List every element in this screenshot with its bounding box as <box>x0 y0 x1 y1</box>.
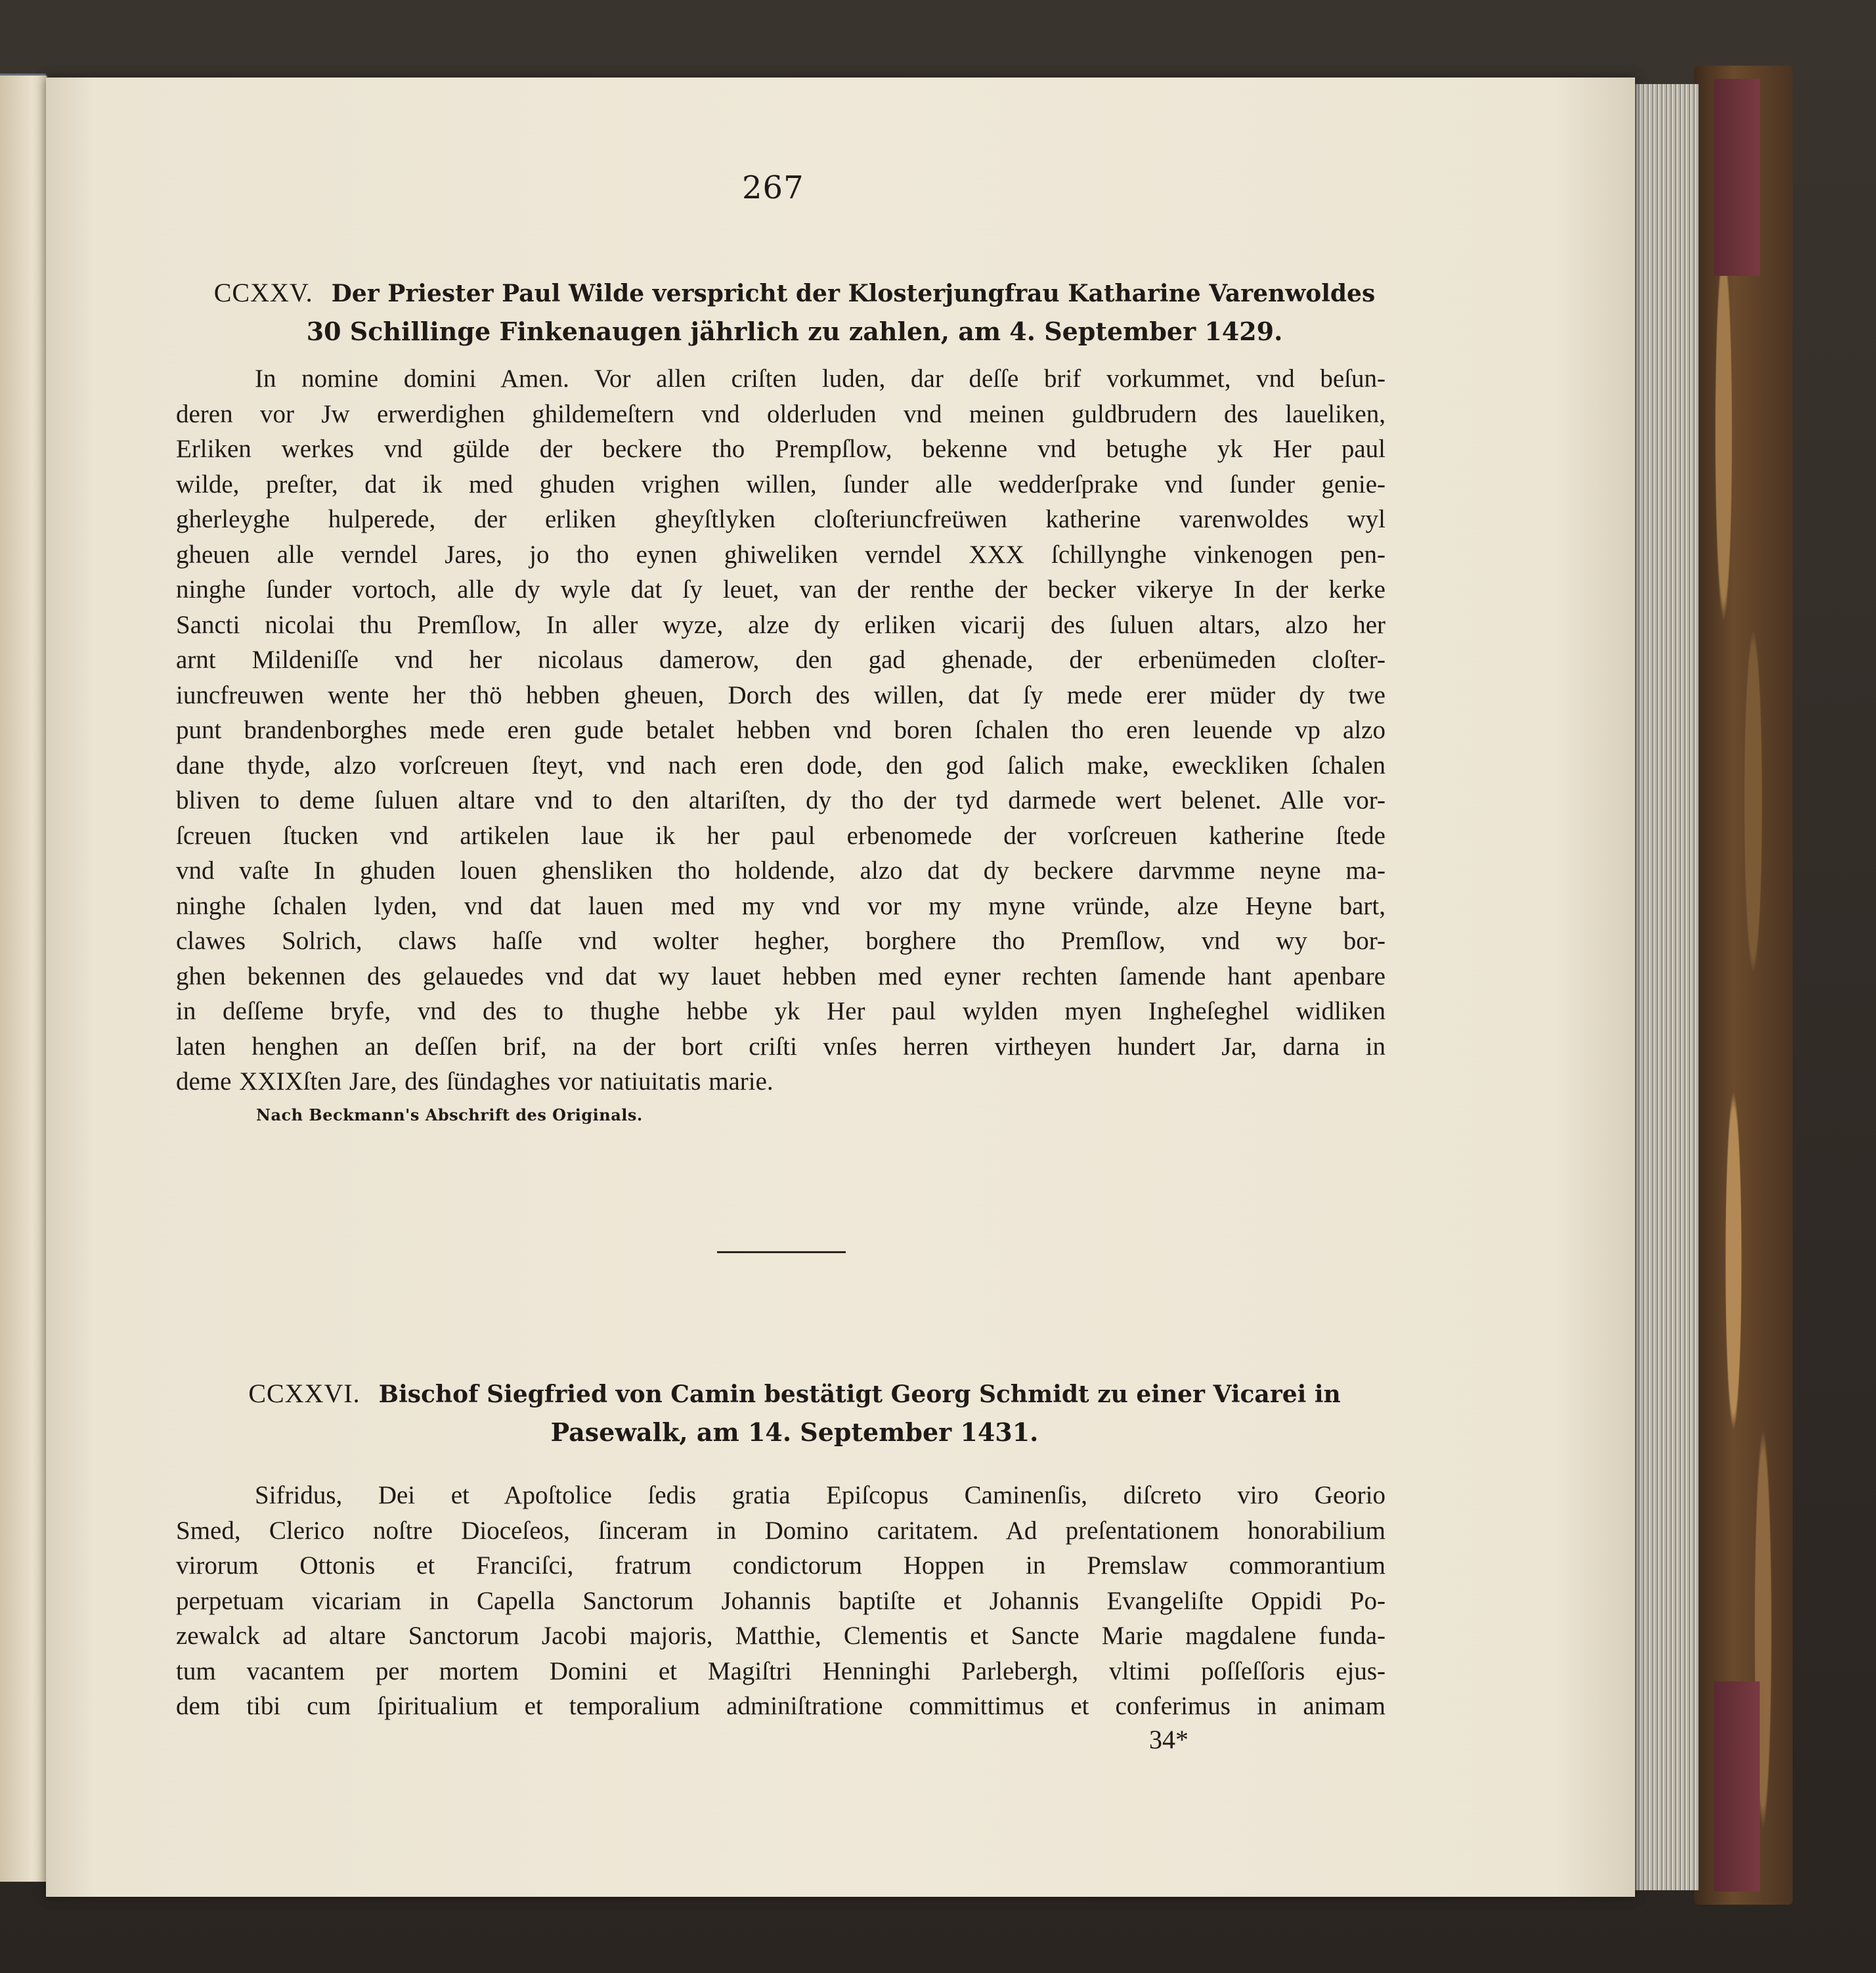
body-line: Sifridus, Dei et Apoſtolice ſedis gratia Epiſcopus Caminenſis, diſcreto viro Georio <box>255 1481 1385 1509</box>
body-line: Smed, Clerico noſtre Dioceſeos, ſinceram in Domino caritatem. Ad preſentationem honorabilium <box>176 1516 1385 1545</box>
body-line: ſcreuen ſtucken vnd artikelen laue ik her paul erbenomede der vorſcreuen katherine ſtede <box>176 821 1385 850</box>
body-line: deren vor Jw erwerdighen ghildemeſtern vnd olderluden vnd meinen guldbrudern des laueliken, <box>176 399 1385 428</box>
body-line: gheuen alle verndel Jares, jo tho eynen ghiweliken verndel XXX ſchillynghe vinkenogen pen- <box>176 540 1385 569</box>
body-line: Erliken werkes vnd gülde der beckere tho Prempſlow, bekenne vnd betughe yk Her paul <box>176 435 1385 463</box>
body-line: ninghe ſunder vortoch, alle dy wyle dat ſy leuet, van der renthe der becker vikerye In der kerke <box>176 575 1385 604</box>
cover-corner-top <box>1714 79 1760 276</box>
signature-mark: 34* <box>1149 1725 1189 1754</box>
document-1-body <box>176 361 1385 1099</box>
body-line: gherleyghe hulperede, der erliken gheyſtlyken cloſteriuncfreüwen katherine varenwoldes wyl <box>176 505 1385 533</box>
document-1-title-line2: 30 Schillinge Finkenaugen jährlich zu zahlen, am 4. September 1429. <box>306 317 1283 346</box>
document-2-title-line2: Pasewalk, am 14. September 1431. <box>550 1417 1039 1447</box>
document-1-title-line1: Der Priester Paul Wilde verspricht der Klosterjungfrau Katharine Varenwoldes <box>331 280 1376 307</box>
body-line: dane thyde, alzo vorſcreuen ſteyt, vnd nach eren dode, den god ſalich make, eweckliken ſchalen <box>176 751 1385 780</box>
body-line: tum vacantem per mortem Domini et Magiſtri Henninghi Parlebergh, vltimi poſſeſſoris ejus- <box>176 1656 1385 1685</box>
document-2-title-line1: Bischof Siegfried von Camin bestätigt Georg Schmidt zu einer Vicarei in <box>378 1381 1341 1408</box>
section-divider <box>717 1251 846 1253</box>
body-line: bliven to deme ſuluen altare vnd to den altariſten, dy tho der tyd darmede wert belenet. Alle vor- <box>176 786 1385 814</box>
cover-corner-bottom <box>1714 1681 1760 1892</box>
body-line: ghen bekennen des gelauedes vnd dat wy lauet hebben med eyner rechten ſamende hant apenbare <box>176 962 1385 990</box>
document-2-number: CCXXVI. <box>248 1379 360 1408</box>
body-line: in deſſeme bryfe, vnd des to thughe hebbe yk Her paul wylden myen Ingheſeghel widliken <box>176 997 1385 1025</box>
body-line: deme XXIXſten Jare, des ſündaghes vor natiuitatis marie. <box>176 1067 774 1096</box>
body-line: arnt Mildeniſſe vnd her nicolaus damerow, den gad ghenade, der erbenümeden cloſter- <box>176 646 1385 674</box>
body-line: zewalck ad altare Sanctorum Jacobi majoris, Matthie, Clementis et Sancte Marie magdalene funda- <box>176 1622 1385 1650</box>
body-line: virorum Ottonis et Franciſci, fratrum condictorum Hoppen in Premslaw commorantium <box>176 1551 1385 1580</box>
page-number: 267 <box>742 169 804 206</box>
body-line: dem tibi cum ſpiritualium et temporalium adminiſtratione committimus et conferimus in animam <box>176 1692 1385 1720</box>
document-1-number: CCXXV. <box>213 278 313 307</box>
source-note: Nach Beckmann's Abschrift des Originals. <box>256 1105 643 1124</box>
document-2-body <box>176 1478 1385 1724</box>
body-line: In nomine domini Amen. Vor allen criſten luden, dar deſſe brif vorkummet, vnd beſun- <box>255 365 1385 393</box>
body-line: ninghe ſchalen lyden, vnd dat lauen med my vnd vor my myne vründe, alze Heyne bart, <box>176 891 1385 920</box>
body-line: wilde, preſter, dat ik med ghuden vrighen willen, ſunder alle wedderſprake vnd ſunder genie- <box>176 470 1385 499</box>
body-line: punt brandenborghes mede eren gude betalet hebben vnd boren ſchalen tho eren leuende vp alzo <box>176 716 1385 744</box>
body-line: vnd vaſte In ghuden louen ghensliken tho holdende, alzo dat dy beckere darvmme neyne ma- <box>176 856 1385 885</box>
body-line: iuncfreuwen wente her thö hebben gheuen, Dorch des willen, dat ſy mede erer müder dy twe <box>176 680 1385 709</box>
document-1-heading <box>197 273 1392 351</box>
body-line: perpetuam vicariam in Capella Sanctorum Johannis baptiſte et Johannis Evangeliſte Oppidi Po- <box>176 1586 1385 1615</box>
page-block-edges <box>1635 84 1699 1890</box>
body-line: laten henghen an deſſen brif, na der bort criſti vnſes herren virtheyen hundert Jar, darna in <box>176 1032 1385 1061</box>
body-line: clawes Solrich, claws haſſe vnd wolter hegher, borghere tho Premſlow, vnd wy bor- <box>176 927 1385 955</box>
body-line: Sancti nicolai thu Premſlow, In aller wyze, alze dy erliken vicarij des ſuluen altars, alzo her <box>176 610 1385 639</box>
document-2-heading <box>197 1374 1392 1452</box>
book-cover-marbled <box>1694 66 1793 1905</box>
left-page-edge <box>0 76 47 1882</box>
